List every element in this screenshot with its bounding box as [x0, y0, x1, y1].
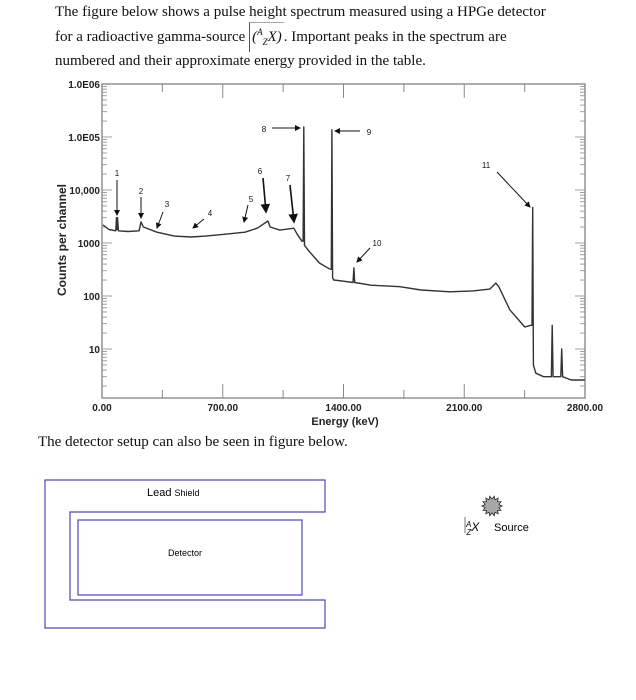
y-tick-label: 1.0E05	[68, 133, 100, 144]
peak-label: 2	[138, 187, 144, 196]
source-element: X	[471, 520, 480, 534]
y-tick-label: 10,000	[69, 186, 100, 197]
spectrum-chart	[0, 60, 636, 430]
spectrum-line	[103, 127, 585, 380]
peak-arrow-icon	[244, 205, 248, 222]
y-axis-label: Counts per channel	[55, 183, 69, 297]
peak-label: 9	[366, 128, 372, 137]
detector-setup-diagram	[0, 470, 636, 650]
intro-line-2	[55, 22, 615, 52]
peak-label: 3	[164, 200, 170, 209]
source-mass: A	[466, 520, 472, 529]
isotope-number: Z	[262, 37, 268, 47]
peak-arrow-icon	[263, 178, 266, 212]
peak-label: 8	[261, 125, 267, 134]
isotope-mass: A	[257, 27, 263, 37]
peak-arrow-icon	[290, 185, 294, 222]
y-tick-labels	[68, 80, 100, 356]
peak-label: 1	[114, 169, 120, 178]
isotope-symbol: ($^A_Z$X)	[249, 22, 284, 52]
peak-label: 4	[207, 209, 213, 218]
shield-label-1: Lead	[147, 487, 172, 499]
peak-label: 5	[248, 195, 254, 204]
peak-label: 7	[285, 174, 291, 183]
y-tick-label: 1000	[77, 239, 100, 250]
x-tick-label: 2100.00	[446, 403, 483, 414]
y-tick-label: 1.0E06	[68, 80, 100, 91]
x-axis-label: Energy (keV)	[311, 416, 379, 428]
isotope-element: X	[267, 29, 277, 45]
x-tick-label: 1400.00	[325, 403, 362, 414]
setup-caption: The detector setup can also be seen in figure below.	[38, 434, 348, 450]
detector-label: Detector	[168, 548, 203, 558]
x-tick-label: 0.00	[92, 403, 112, 414]
y-tick-label: 100	[83, 292, 100, 303]
shield-label-2: Shield	[174, 488, 200, 498]
series-group	[103, 127, 585, 380]
peak-label: 11	[481, 161, 491, 170]
x-tick-labels	[92, 403, 603, 414]
x-tick-label: 2800.00	[566, 403, 604, 414]
intro-line-1: The figure below shows a pulse height spectrum measured using a HPGe detector	[55, 4, 546, 20]
source-number: Z	[466, 528, 472, 537]
peak-arrow-icon	[193, 219, 204, 228]
shield-label	[147, 487, 200, 499]
y-tick-label: 10	[88, 345, 100, 356]
intro-line-2-pre: for a radioactive gamma-source	[55, 29, 246, 45]
peak-arrow-icon	[497, 172, 530, 207]
source-label: Source	[494, 522, 529, 534]
source-star-icon	[482, 496, 502, 515]
peak-label: 10	[372, 239, 382, 248]
intro-line-3: numbered and their approximate energy provided in the table.	[55, 53, 426, 69]
peak-arrow-icon	[357, 248, 370, 262]
peak-annotations	[115, 125, 530, 262]
peak-arrow-icon	[157, 212, 163, 228]
intro-line-2-post: . Important peaks in the spectrum are	[283, 29, 507, 45]
peak-label: 6	[257, 167, 263, 176]
x-tick-label: 700.00	[207, 403, 239, 414]
source-symbol	[465, 520, 480, 537]
